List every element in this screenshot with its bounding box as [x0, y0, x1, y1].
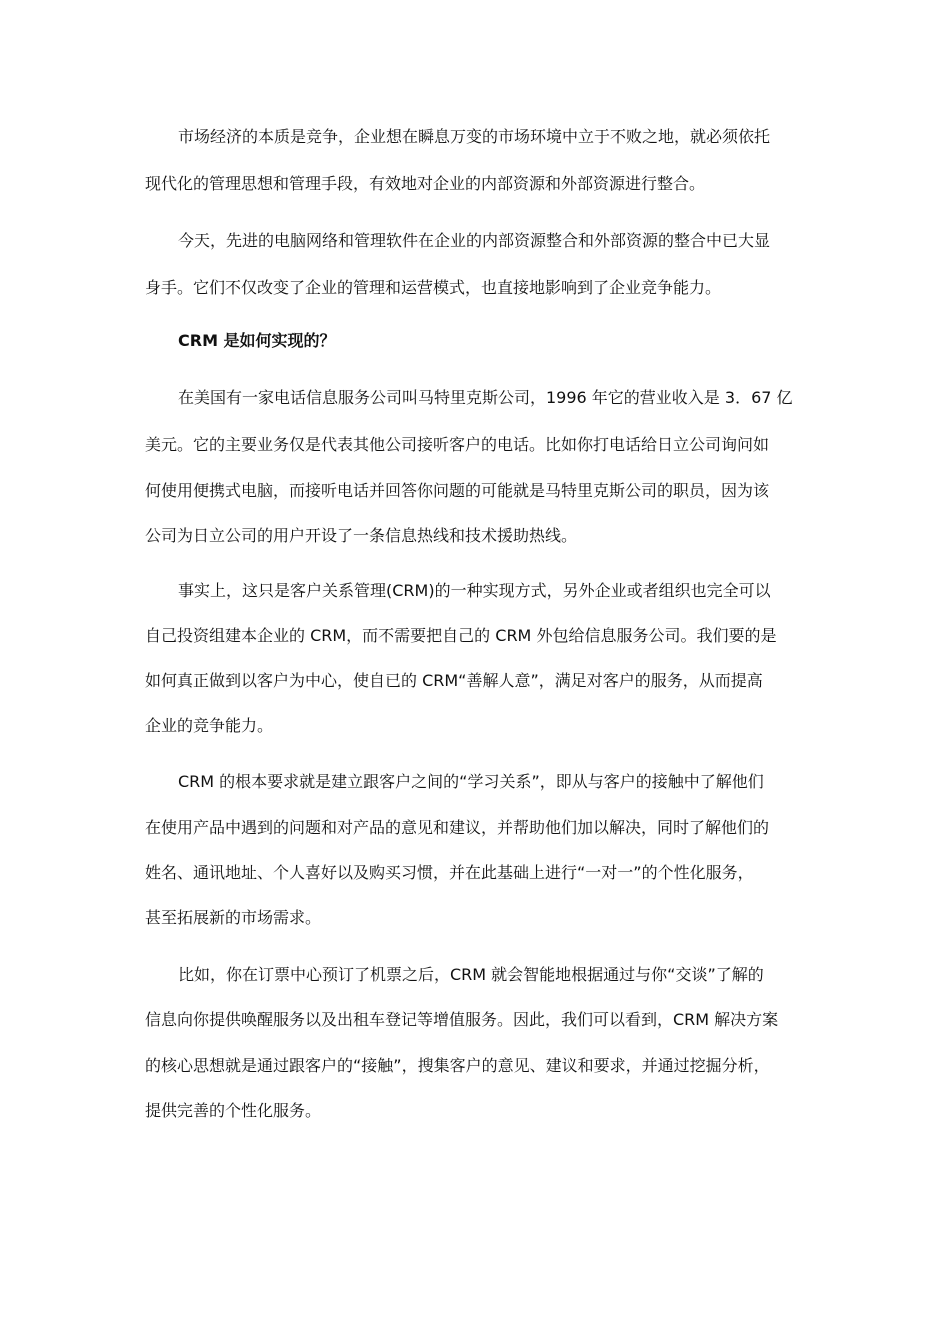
paragraph-4-line-3: 如何真正做到以客户为中心，使自已的 CRM“善解人意”，满足对客户的服务，从而提高	[145, 671, 763, 690]
paragraph-5-line-4: 甚至拓展新的市场需求。	[145, 908, 322, 927]
section-heading: CRM 是如何实现的？	[178, 331, 336, 350]
paragraph-1-line-2: 现代化的管理思想和管理手段，有效地对企业的内部资源和外部资源进行整合。	[145, 174, 706, 193]
paragraph-4-line-4: 企业的竞争能力。	[145, 716, 274, 735]
paragraph-3-line-4: 公司为日立公司的用户开设了一条信息热线和技术援助热线。	[145, 526, 578, 545]
paragraph-5-line-1: CRM 的根本要求就是建立跟客户之间的“学习关系”，即从与客户的接触中了解他们	[178, 772, 764, 791]
paragraph-3-line-2: 美元。它的主要业务仅是代表其他公司接听客户的电话。比如你打电话给日立公司询问如	[145, 435, 770, 454]
paragraph-5-line-3: 姓名、通讯地址、个人喜好以及购买习惯，并在此基础上进行“一对一”的个性化服务，	[145, 863, 754, 882]
paragraph-6-line-4: 提供完善的个性化服务。	[145, 1101, 322, 1120]
paragraph-5-line-2: 在使用产品中遇到的问题和对产品的意见和建议，并帮助他们加以解决，同时了解他们的	[145, 818, 770, 837]
paragraph-6-line-2: 信息向你提供唤醒服务以及出租车登记等增值服务。因此，我们可以看到，CRM 解决方案	[145, 1010, 779, 1029]
paragraph-6-line-3: 的核心思想就是通过跟客户的“接触”，搜集客户的意见、建议和要求，并通过挖掘分析，	[145, 1056, 770, 1075]
paragraph-1-line-1: 市场经济的本质是竞争，企业想在瞬息万变的市场环境中立于不败之地，就必须依托	[178, 127, 771, 146]
paragraph-3-line-1: 在美国有一家电话信息服务公司叫马特里克斯公司，1996 年它的营业收入是 3．67 亿	[178, 388, 793, 407]
paragraph-4-line-2: 自己投资组建本企业的 CRM，而不需要把自己的 CRM 外包给信息服务公司。我们要的是	[145, 626, 777, 645]
paragraph-2-line-1: 今天，先进的电脑网络和管理软件在企业的内部资源整合和外部资源的整合中已大显	[178, 231, 771, 250]
paragraph-4-line-1: 事实上，这只是客户关系管理(CRM)的一种实现方式，另外企业或者组织也完全可以	[178, 581, 771, 600]
paragraph-3-line-3: 何使用便携式电脑，而接听电话并回答你问题的可能就是马特里克斯公司的职员，因为该	[145, 481, 770, 500]
paragraph-6-line-1: 比如，你在订票中心预订了机票之后，CRM 就会智能地根据通过与你“交谈”了解的	[178, 965, 764, 984]
paragraph-2-line-2: 身手。它们不仅改变了企业的管理和运营模式，也直接地影响到了企业竞争能力。	[145, 278, 722, 297]
